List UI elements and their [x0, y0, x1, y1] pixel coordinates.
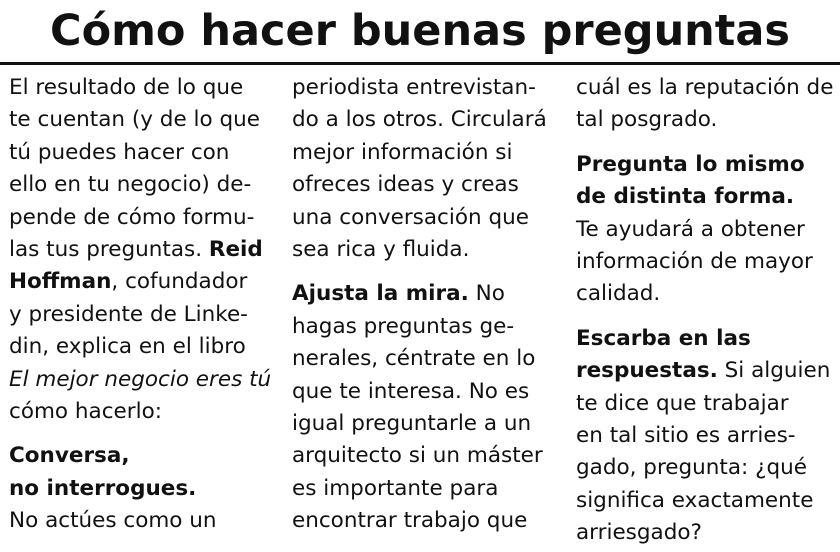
text-line: y presidente de Linke-	[9, 301, 248, 327]
text-line: tú puedes hacer con	[9, 139, 230, 165]
text-line: encontrar trabajo que	[292, 508, 528, 534]
text-line: significa exactamente	[576, 487, 814, 513]
tip-heading: Escarba en las	[576, 325, 751, 351]
text-run: , cofundador	[111, 269, 248, 295]
text-line: hagas preguntas ge-	[292, 313, 515, 339]
text-line: igual preguntarle a un	[292, 410, 532, 436]
book-title: El mejor negocio eres tú	[9, 366, 272, 392]
text-line: en tal sitio es arries-	[576, 422, 796, 448]
text-line: ello en tu negocio) de-	[9, 172, 252, 198]
text-line: ofreces ideas y creas	[292, 172, 519, 198]
text-line: El resultado de lo que	[9, 75, 244, 100]
text-line: cómo hacerlo:	[9, 398, 162, 424]
text-line: arquitecto si un máster	[292, 443, 543, 469]
text-line: cuál es la reputación de	[576, 75, 834, 100]
tip-heading: Pregunta lo mismo	[576, 151, 805, 177]
text-line: nerales, céntrate en lo	[292, 346, 536, 372]
column-2	[292, 72, 547, 537]
text-line: Te ayudará a obtener	[576, 216, 805, 242]
tip-heading: Ajusta la mira.	[292, 281, 469, 307]
text-line: gado, pregunta: ¿qué	[576, 455, 808, 481]
column-1	[9, 72, 271, 537]
text-line: arriesgado?	[576, 520, 702, 546]
text-line	[9, 266, 271, 298]
text-line	[292, 278, 547, 310]
text-line: periodista entrevistan-	[292, 75, 536, 100]
text-line: mejor información si	[292, 139, 513, 165]
text-line	[9, 234, 271, 266]
text-line: tal posgrado.	[576, 107, 718, 133]
text-line: te cuentan (y de lo que	[9, 107, 260, 133]
title-rule	[0, 62, 840, 65]
article-title: Cómo hacer buenas preguntas	[50, 6, 790, 56]
text-line: una conversación que	[292, 204, 529, 230]
person-name: Reid	[208, 236, 263, 262]
text-line: sea rica y fluida.	[292, 236, 470, 262]
text-line: información de mayor	[576, 248, 813, 274]
text-line	[576, 355, 833, 387]
text-line: pende de cómo formu-	[9, 204, 255, 230]
text-line: calidad.	[576, 281, 661, 307]
column-3	[576, 72, 833, 549]
tip-heading: Conversa,	[9, 443, 130, 469]
person-name: Hoffman	[9, 269, 112, 295]
tip-heading: no interrogues.	[9, 475, 197, 501]
text-line: No actúes como un	[9, 508, 217, 534]
text-run: las tus preguntas.	[9, 236, 209, 262]
text-line: do a los otros. Circulará	[292, 107, 547, 133]
text-line: que te interesa. No es	[292, 378, 530, 404]
text-run: No	[468, 281, 505, 307]
tip-heading: respuestas.	[576, 358, 718, 384]
text-line: te dice que trabajar	[576, 390, 789, 416]
text-line: din, explica en el libro	[9, 334, 246, 360]
text-line: es importante para	[292, 475, 499, 501]
text-run: Si alguien	[717, 358, 831, 384]
tip-heading: de distinta forma.	[576, 184, 795, 210]
